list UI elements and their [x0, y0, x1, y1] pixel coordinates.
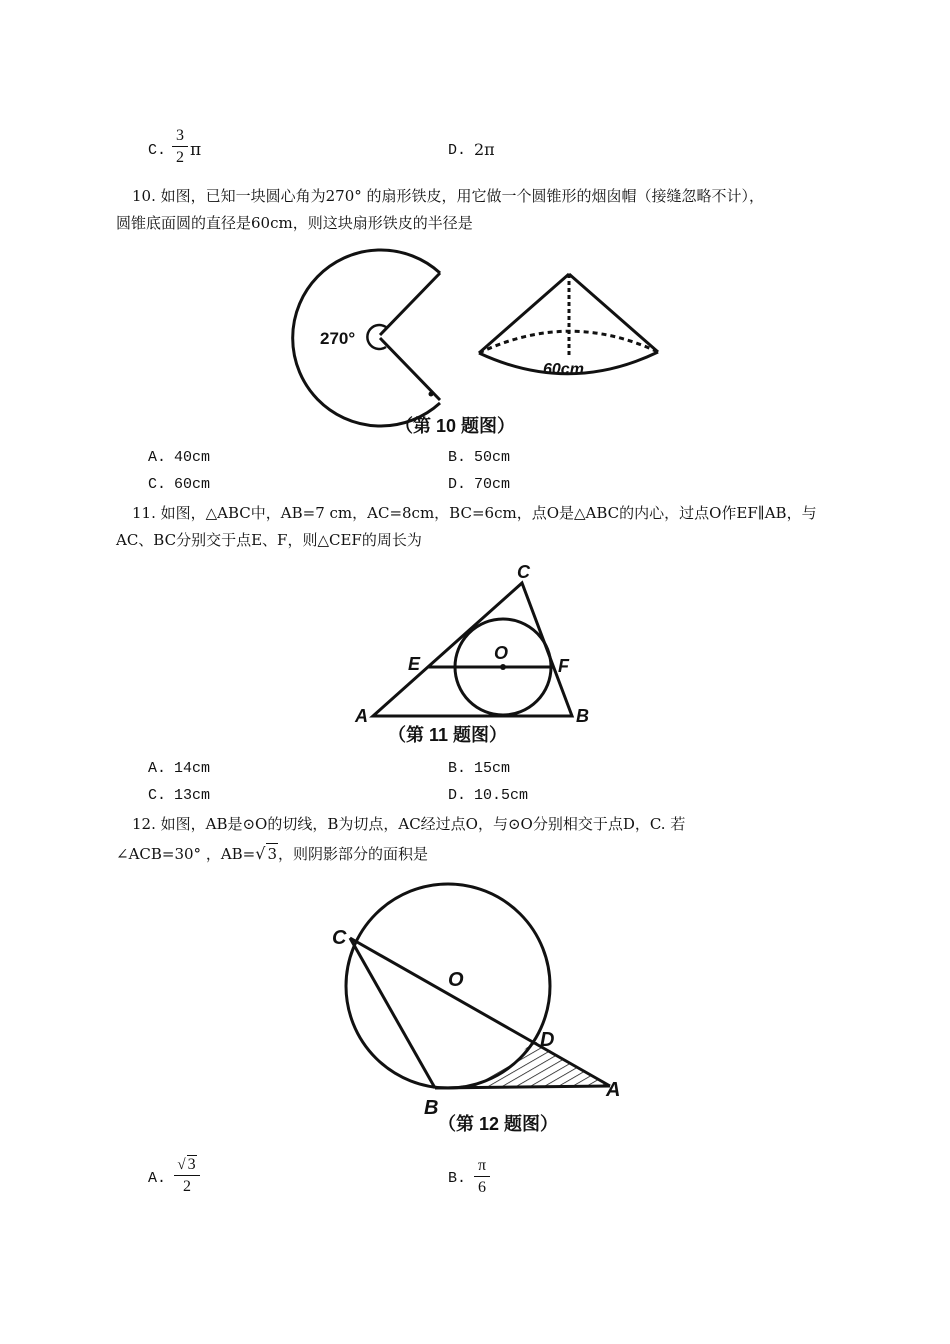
q11-option-c-text: 13cm	[174, 787, 211, 804]
q10-option-a-text: 40cm	[174, 449, 211, 466]
q10-text-line2: 圆锥底面圆的直径是60cm，则这块扇形铁皮的半径是	[116, 214, 473, 232]
option-c-pi: π	[190, 140, 202, 160]
fraction-denominator: 2	[176, 149, 184, 166]
sector-radius-top	[380, 273, 440, 335]
cone-right-edge	[569, 274, 658, 352]
q11-option-b-letter: B.	[448, 760, 467, 777]
q11-option-a-letter: A.	[148, 760, 167, 777]
label-b: B	[424, 1097, 439, 1119]
shaded-region	[438, 1040, 610, 1088]
q12-text-line1: 12. 如图，AB是⊙O的切线，B为切点，AC经过点O，与⊙O分别相交于点D，C. 若	[132, 815, 686, 833]
q11-option-d-text: 10.5cm	[474, 787, 529, 804]
q10-option-d-letter: D.	[448, 476, 467, 493]
q10-option-a-letter: A.	[148, 449, 167, 466]
angle-label: 270°	[320, 329, 356, 348]
q10-option-b-letter: B.	[448, 449, 467, 466]
option-c-fraction	[172, 127, 188, 167]
q10-figure	[290, 240, 670, 445]
segment-ca	[350, 938, 610, 1086]
q10-option-c-text: 60cm	[174, 476, 211, 493]
option-d-value: 2π	[474, 140, 495, 159]
fraction-denominator: 6	[478, 1179, 486, 1196]
label-a: A	[606, 1079, 621, 1101]
segment-ba	[435, 1086, 610, 1088]
q11-option-a-text: 14cm	[174, 760, 211, 777]
q11-figure	[350, 558, 600, 750]
fraction-numerator: π	[477, 1157, 487, 1174]
label-d: D	[540, 1029, 555, 1051]
figure-caption: （第 10 题图）	[395, 416, 516, 436]
fraction-numerator: 3	[187, 1156, 196, 1173]
q12-option-b-letter: B.	[448, 1170, 467, 1187]
label-c: C	[517, 562, 530, 582]
q10-option-d-text: 70cm	[474, 476, 511, 493]
option-d-letter: D.	[448, 142, 467, 159]
q11-text-line1: 11. 如图，△ABC中，AB=7 cm，AC=8cm，BC=6cm，点O是△ABC的内心，过点O作EF∥AB，与	[132, 504, 817, 522]
q11-option-d-letter: D.	[448, 787, 467, 804]
q12-line2-pre: ∠ACB=30° ，AB=	[116, 845, 256, 863]
figure-caption: （第 11 题图）	[388, 725, 508, 745]
fraction-numerator: 3	[176, 127, 184, 144]
option-c-letter: C.	[148, 142, 167, 159]
label-f: F	[558, 656, 569, 676]
diameter-label: 60cm	[543, 361, 584, 378]
q12-line2-post: ，则阴影部分的面积是	[278, 845, 429, 863]
label-e: E	[408, 654, 421, 674]
q12-figure	[320, 876, 630, 1146]
label-a: A	[355, 706, 368, 726]
q12-sqrt-radicand: 3	[267, 845, 277, 863]
cone-left-edge	[479, 274, 569, 353]
q10-option-c-letter: C.	[148, 476, 167, 493]
q11-option-c-letter: C.	[148, 787, 167, 804]
label-o: O	[448, 969, 464, 991]
q11-option-b-text: 15cm	[474, 760, 511, 777]
q12-option-a-fraction: √ 3 2	[174, 1155, 200, 1196]
q12-option-b-fraction	[474, 1157, 490, 1197]
angle-mark	[367, 325, 386, 349]
q11-text-line2: AC、BC分别交于点E、F，则△CEF的周长为	[116, 531, 422, 549]
label-c: C	[332, 927, 347, 949]
sector-radius-bottom	[380, 338, 440, 400]
q12-option-a-letter: A.	[148, 1170, 167, 1187]
q12-text-line2: ∠ACB=30° ，AB=√ 3，则阴影部分的面积是	[116, 844, 429, 863]
figure-caption: （第 12 题图）	[438, 1114, 559, 1134]
cone-base-back	[479, 331, 658, 353]
label-o: O	[494, 643, 509, 663]
label-b: B	[576, 706, 589, 726]
q10-text-line1: 10. 如图，已知一块圆心角为270° 的扇形铁皮，用它做一个圆锥形的烟囱帽（接缝忽略不计），	[132, 187, 765, 205]
q10-option-b-text: 50cm	[474, 449, 511, 466]
fraction-denominator: 2	[183, 1178, 191, 1195]
